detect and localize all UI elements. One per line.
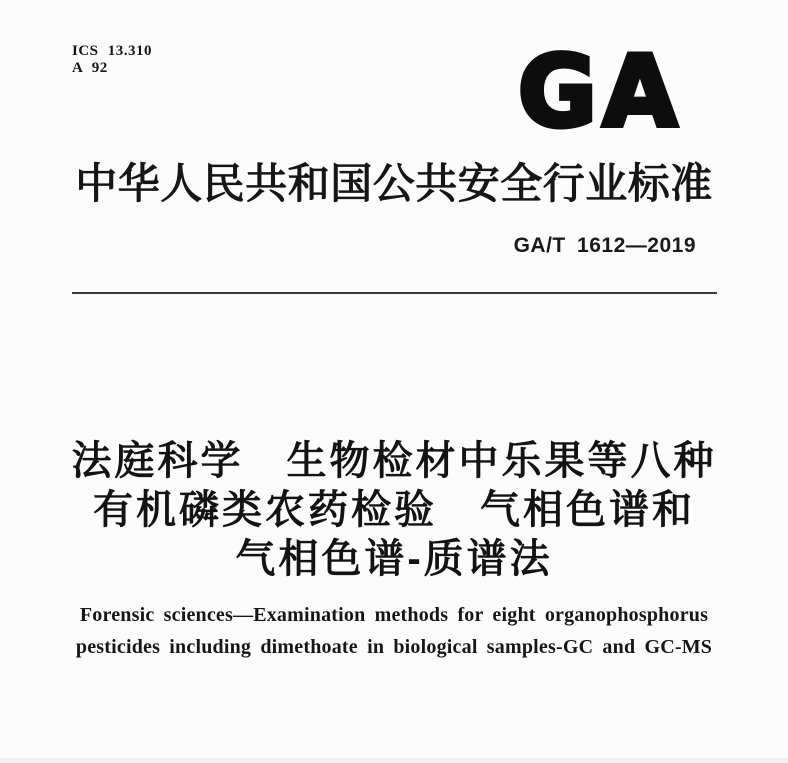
ga-logo: GA	[518, 34, 684, 150]
chinese-title-line-2: 有机磷类农药检验 气相色谱和	[93, 488, 695, 532]
standard-category-title: 中华人民共和国公共安全行业标准	[75, 160, 713, 207]
chinese-title	[0, 437, 788, 584]
standard-number: GA/T 1612—2019	[513, 234, 696, 257]
english-title-line-1: Forensic sciences—Examination methods for eight organophosphorus	[79, 604, 709, 626]
scan-edge-artifact	[0, 758, 788, 763]
chinese-title-line-3: 气相色谱-质谱法	[235, 537, 553, 581]
english-title	[0, 599, 788, 663]
chinese-title-line-1: 法庭科学 生物检材中乐果等八种	[71, 439, 717, 483]
ics-code: ICS 13.310	[72, 43, 153, 59]
class-code: A 92	[72, 60, 108, 76]
classification-codes	[72, 43, 152, 77]
divider-rule	[72, 292, 717, 294]
english-title-line-2: pesticides including dimethoate in biological samples-GC and GC-MS	[75, 636, 713, 658]
